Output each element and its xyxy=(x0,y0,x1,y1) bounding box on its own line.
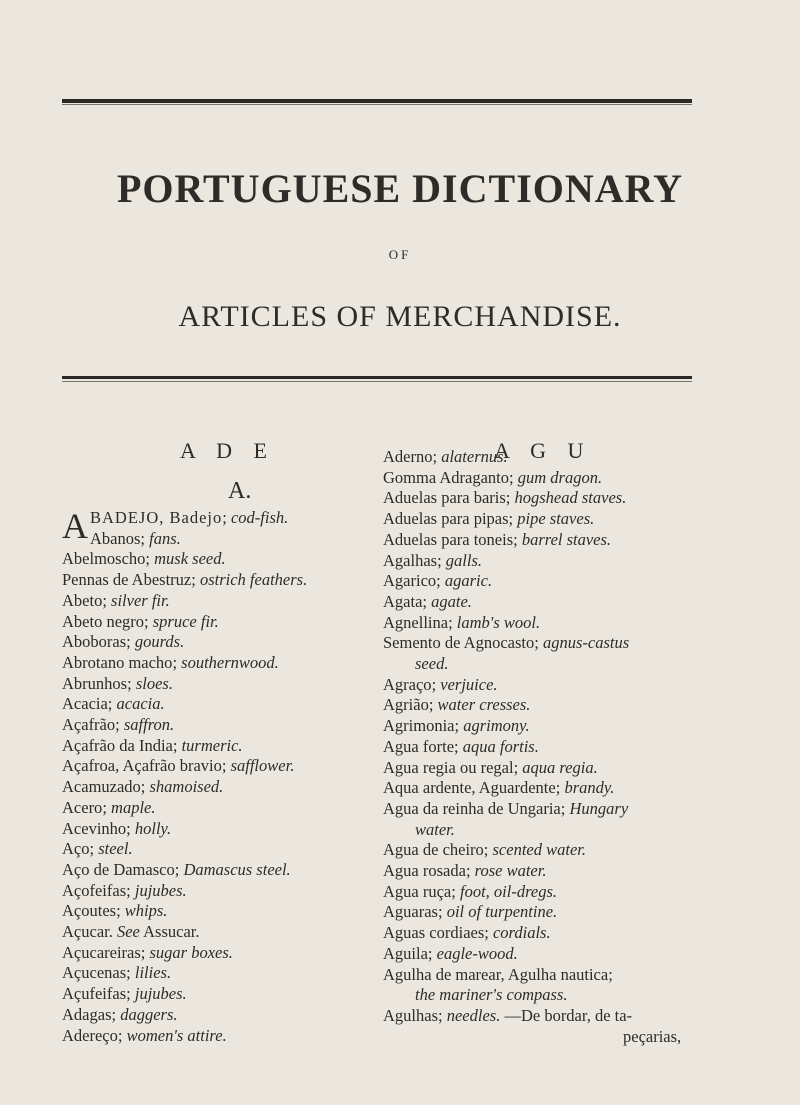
dictionary-entry xyxy=(62,963,362,984)
dictionary-entry xyxy=(383,965,713,986)
dictionary-entry xyxy=(383,778,713,799)
entry-translation: foot, oil-dregs. xyxy=(459,881,557,901)
dictionary-entry xyxy=(62,736,362,757)
entry-translation: shamoised. xyxy=(149,777,224,797)
top-rule xyxy=(62,99,692,103)
entry-translation: ostrich feathers. xyxy=(199,570,308,590)
entry-separator: ; xyxy=(126,632,131,652)
left-column-header: A D E xyxy=(180,438,275,463)
entry-headword: Adagas xyxy=(62,1004,112,1024)
entry-translation: galls. xyxy=(445,550,483,570)
entry-separator: ; xyxy=(126,984,131,1004)
entry-headword: Acero xyxy=(62,797,103,817)
entry-headword: Acevinho xyxy=(62,818,127,838)
entry-separator: ; xyxy=(116,901,121,921)
entry-translation: brandy. xyxy=(564,778,615,798)
entry-headword: Açoutes xyxy=(62,901,117,921)
entry-translation: agnus-castus xyxy=(542,633,630,653)
dictionary-entry xyxy=(383,882,713,903)
entry-separator: ; xyxy=(89,839,95,859)
entry-continuation: seed. xyxy=(415,654,449,674)
entry-headword: Agraço xyxy=(383,674,432,694)
entry-headword: BADEJO, Badejo xyxy=(90,508,223,527)
entry-translation: jujubes. xyxy=(134,984,187,1004)
entry-continuation: the mariner's compass. xyxy=(415,985,568,1005)
entry-separator: ; xyxy=(438,1005,443,1025)
dictionary-entry xyxy=(383,592,713,613)
entry-headword: Agarico xyxy=(383,571,437,591)
entry-translation: cordials. xyxy=(492,923,551,943)
entry-translation: maple. xyxy=(111,797,156,817)
entry-separator: ; xyxy=(102,797,107,817)
dictionary-entry xyxy=(383,902,713,923)
dictionary-entry xyxy=(383,571,713,592)
title-of: OF xyxy=(388,247,412,262)
entry-separator: ; xyxy=(508,509,514,529)
dictionary-entry xyxy=(62,612,362,633)
entry-translation: oil of turpentine. xyxy=(446,902,558,922)
entry-headword: Pennas de Abestruz xyxy=(62,570,192,590)
dictionary-entry xyxy=(62,715,362,736)
entry-headword: Aqua ardente, Aguardente xyxy=(383,778,556,798)
dictionary-entry-continued xyxy=(383,820,713,841)
dictionary-entry xyxy=(62,943,362,964)
entry-headword: Açufeifas xyxy=(62,984,127,1004)
entry-separator: ; xyxy=(140,942,146,962)
entry-separator: ; xyxy=(505,488,511,508)
entry-translation: steel. xyxy=(98,839,133,859)
entry-headword: Açofeifas xyxy=(62,880,127,900)
dictionary-entry-continued xyxy=(383,985,713,1006)
entry-separator: ; xyxy=(221,756,227,776)
entry-headword: Acacia xyxy=(62,694,108,714)
dictionary-entry xyxy=(62,694,362,715)
dictionary-entry xyxy=(383,509,713,530)
entry-headword: Abanos xyxy=(90,528,141,548)
dictionary-entry xyxy=(383,468,713,489)
entry-separator: ; xyxy=(172,652,178,672)
entry-translation: gum dragon. xyxy=(517,467,603,487)
entry-translation: Damascus steel. xyxy=(183,859,291,879)
entry-headword: Açucareiras xyxy=(62,942,141,962)
dictionary-entry-continued xyxy=(383,654,713,675)
entry-translation: lilies. xyxy=(134,963,172,983)
dictionary-entry xyxy=(383,840,713,861)
entry-headword: Abrotano macho xyxy=(62,652,173,672)
entry-separator: ; xyxy=(465,861,471,881)
entry-translation: rose water. xyxy=(474,861,547,881)
entry-translation: southernwood. xyxy=(181,652,279,672)
entry-headword: Agulha de marear, Agulha nautica xyxy=(383,964,609,984)
entry-headword: Abrunhos xyxy=(62,673,128,693)
entry-headword: Abeto xyxy=(62,590,103,610)
left-column xyxy=(62,508,362,1046)
entry-headword: Agnellina xyxy=(383,612,449,632)
entry-headword: Aboboras xyxy=(62,632,127,652)
entry-headword: Aguila xyxy=(383,943,428,963)
entry-translation: water cresses. xyxy=(437,695,531,715)
dictionary-entry xyxy=(383,447,713,468)
entry-separator: ; xyxy=(432,447,438,466)
entry-separator: ; xyxy=(428,695,434,715)
dictionary-entry xyxy=(383,923,713,944)
entry-headword: Agua de cheiro xyxy=(383,840,484,860)
entry-translation: agate. xyxy=(431,591,472,611)
dictionary-entry xyxy=(383,737,713,758)
dictionary-entry xyxy=(62,881,362,902)
entry-separator: ; xyxy=(484,923,489,943)
entry-headword: Gomma Adraganto xyxy=(383,467,510,487)
dictionary-entry xyxy=(383,758,713,779)
dictionary-entry xyxy=(383,861,713,882)
entry-headword: Agrimonia xyxy=(383,716,455,736)
entry-continuation: peçarias, xyxy=(623,1026,682,1046)
entry-separator: ; xyxy=(483,840,489,860)
entry-translation: acacia. xyxy=(116,694,165,714)
top-rule-thin xyxy=(62,104,692,105)
entry-separator: ; xyxy=(222,508,227,527)
entry-translation: verjuice. xyxy=(440,674,498,694)
entry-translation: fans. xyxy=(149,528,181,548)
entry-separator: ; xyxy=(102,590,107,610)
entry-translation: saffron. xyxy=(123,715,175,735)
dictionary-entry xyxy=(62,570,362,591)
dictionary-entry xyxy=(383,695,713,716)
entry-separator: ; xyxy=(448,612,453,632)
entry-separator: ; xyxy=(436,571,441,591)
entry-translation: needles. xyxy=(446,1005,501,1025)
dictionary-entry xyxy=(62,984,362,1005)
entry-headword: Aguas cordiaes xyxy=(383,923,485,943)
entry-headword: Açafrão da India xyxy=(62,735,173,755)
entry-separator: ; xyxy=(427,943,433,963)
entry-headword: Açafrão xyxy=(62,715,116,735)
entry-separator: ; xyxy=(431,674,437,694)
entry-headword: Agalhas xyxy=(383,550,438,570)
entry-headword: Agua rosada xyxy=(383,861,466,881)
entry-translation: See xyxy=(116,922,140,942)
entry-separator: ; xyxy=(117,1025,123,1045)
dictionary-entry xyxy=(383,633,713,654)
right-column xyxy=(383,447,713,1047)
dictionary-entry xyxy=(62,529,362,550)
entry-separator: ; xyxy=(513,529,518,549)
entry-separator: ; xyxy=(126,963,131,983)
dictionary-entry xyxy=(62,839,362,860)
entry-translation: agaric. xyxy=(444,571,493,591)
dictionary-entry xyxy=(62,922,362,943)
dictionary-entry xyxy=(62,756,362,777)
entry-separator: ; xyxy=(127,673,132,693)
entry-translation: barrel staves. xyxy=(521,529,612,549)
dictionary-entry xyxy=(62,860,362,881)
entry-headword: Aduelas para toneis xyxy=(383,529,514,549)
dictionary-entry xyxy=(383,613,713,634)
entry-separator: ; xyxy=(115,715,120,735)
dictionary-entry xyxy=(62,901,362,922)
entry-headword: Agua da reinha de Ungaria xyxy=(383,798,561,818)
entry-headword: Aço de Damasco xyxy=(62,859,175,879)
entry-headword: Aguaras xyxy=(383,902,438,922)
entry-translation: turmeric. xyxy=(181,735,243,755)
entry-separator: ; xyxy=(437,550,442,570)
entry-separator: ; xyxy=(422,591,427,611)
entry-headword: Aderno xyxy=(383,447,433,466)
entry-translation: agrimony. xyxy=(463,716,530,736)
entry-headword: Agua ruça xyxy=(383,881,452,901)
dictionary-entry xyxy=(383,530,713,551)
entry-continuation: water. xyxy=(415,819,455,839)
entry-separator: ; xyxy=(560,798,566,818)
entry-separator: ; xyxy=(174,859,180,879)
entry-translation: spruce fir. xyxy=(152,611,219,631)
entry-separator: ; xyxy=(145,549,150,569)
entry-translation: hogshead staves. xyxy=(514,488,627,508)
dictionary-entry xyxy=(383,675,713,696)
dictionary-entry xyxy=(62,777,362,798)
dictionary-entry xyxy=(383,716,713,737)
entry-separator: ; xyxy=(191,570,196,590)
middle-rule xyxy=(62,376,692,379)
entry-headword: Abelmoscho xyxy=(62,549,146,569)
entry-translation: aqua regia. xyxy=(522,757,598,777)
entry-headword: Adereço xyxy=(62,1025,118,1045)
entry-separator: ; xyxy=(107,694,113,714)
entry-headword: Aço xyxy=(62,839,90,859)
drop-cap: A xyxy=(62,506,88,546)
entry-translation: scented water. xyxy=(492,840,586,860)
dictionary-entry xyxy=(62,632,362,653)
dictionary-entry xyxy=(62,653,362,674)
entry-headword: Açucenas xyxy=(62,963,127,983)
entry-translation: whips. xyxy=(124,901,168,921)
entry-headword: Acamuzado xyxy=(62,777,141,797)
entry-translation: daggers. xyxy=(120,1004,178,1024)
entry-separator: ; xyxy=(111,1004,117,1024)
page-subtitle: ARTICLES OF MERCHANDISE. xyxy=(178,300,622,333)
entry-translation: pipe staves. xyxy=(517,509,595,529)
entry-translation: alaternus. xyxy=(441,447,508,466)
entry-headword: Agulhas xyxy=(383,1005,438,1025)
entry-translation: lamb's wool. xyxy=(456,612,541,632)
dictionary-entry xyxy=(383,1006,713,1027)
entry-headword: Agrião xyxy=(383,695,429,715)
dictionary-entry xyxy=(383,799,713,820)
entry-separator: ; xyxy=(513,757,519,777)
dictionary-entry xyxy=(62,1005,362,1026)
entry-separator: ; xyxy=(140,777,146,797)
middle-rule-thin xyxy=(62,381,692,382)
entry-headword: Abeto negro xyxy=(62,611,145,631)
page-title: PORTUGUESE DICTIONARY xyxy=(116,166,684,211)
right-column-header: A G U xyxy=(494,438,592,463)
entry-separator: ; xyxy=(126,818,131,838)
entry-translation: gourds. xyxy=(134,632,185,652)
entry-translation: Hungary xyxy=(569,798,629,818)
entry-headword: Açucar. xyxy=(62,922,113,942)
entry-headword: Semento de Agnocasto xyxy=(383,633,535,653)
entry-separator: ; xyxy=(451,881,456,901)
entry-translation: sugar boxes. xyxy=(149,942,233,962)
entry-translation: musk seed. xyxy=(154,549,226,569)
entry-separator: ; xyxy=(555,778,561,798)
entry-separator: ; xyxy=(454,736,459,756)
entry-separator: ; xyxy=(437,902,443,922)
entry-translation: holly. xyxy=(134,818,172,838)
entry-separator: ; xyxy=(454,716,460,736)
entry-headword: Aduelas para baris xyxy=(383,488,506,508)
entry-translation: aqua fortis. xyxy=(462,736,539,756)
section-letter: A. xyxy=(228,478,252,504)
entry-translation: eagle-wood. xyxy=(436,943,518,963)
entry-translation: cod-fish. xyxy=(230,508,289,527)
dictionary-entry xyxy=(383,488,713,509)
entry-separator: ; xyxy=(509,467,514,487)
entry-translation: safflower. xyxy=(230,756,295,776)
dictionary-entry xyxy=(62,819,362,840)
entry-separator: ; xyxy=(126,880,131,900)
entry-headword: Agua forte xyxy=(383,736,455,756)
entry-translation: jujubes. xyxy=(134,880,187,900)
dictionary-entry xyxy=(62,798,362,819)
entry-translation: silver fir. xyxy=(111,590,170,610)
entry-headword: Agua regia ou regal xyxy=(383,757,514,777)
entry-separator: ; xyxy=(140,528,146,548)
dictionary-entry xyxy=(383,944,713,965)
dictionary-entry-continued xyxy=(383,1027,713,1048)
entry-translation: women's attire. xyxy=(126,1025,227,1045)
entry-headword: Agata xyxy=(383,591,423,611)
entry-headword: Aduelas para pipas xyxy=(383,509,509,529)
entry-separator: ; xyxy=(608,964,613,984)
dictionary-entry xyxy=(62,591,362,612)
dictionary-entry xyxy=(62,549,362,570)
dictionary-entry xyxy=(62,1026,362,1047)
entry-separator: ; xyxy=(144,611,149,631)
entry-separator: ; xyxy=(534,633,539,653)
entry-translation: sloes. xyxy=(135,673,173,693)
entry-tail: Assucar. xyxy=(143,922,200,942)
dictionary-entry xyxy=(383,551,713,572)
dictionary-entry xyxy=(62,674,362,695)
entry-separator: ; xyxy=(172,735,178,755)
entry-tail: —De bordar, de ta- xyxy=(504,1005,633,1025)
entry-headword: Açafroa, Açafrão bravio xyxy=(62,756,222,776)
